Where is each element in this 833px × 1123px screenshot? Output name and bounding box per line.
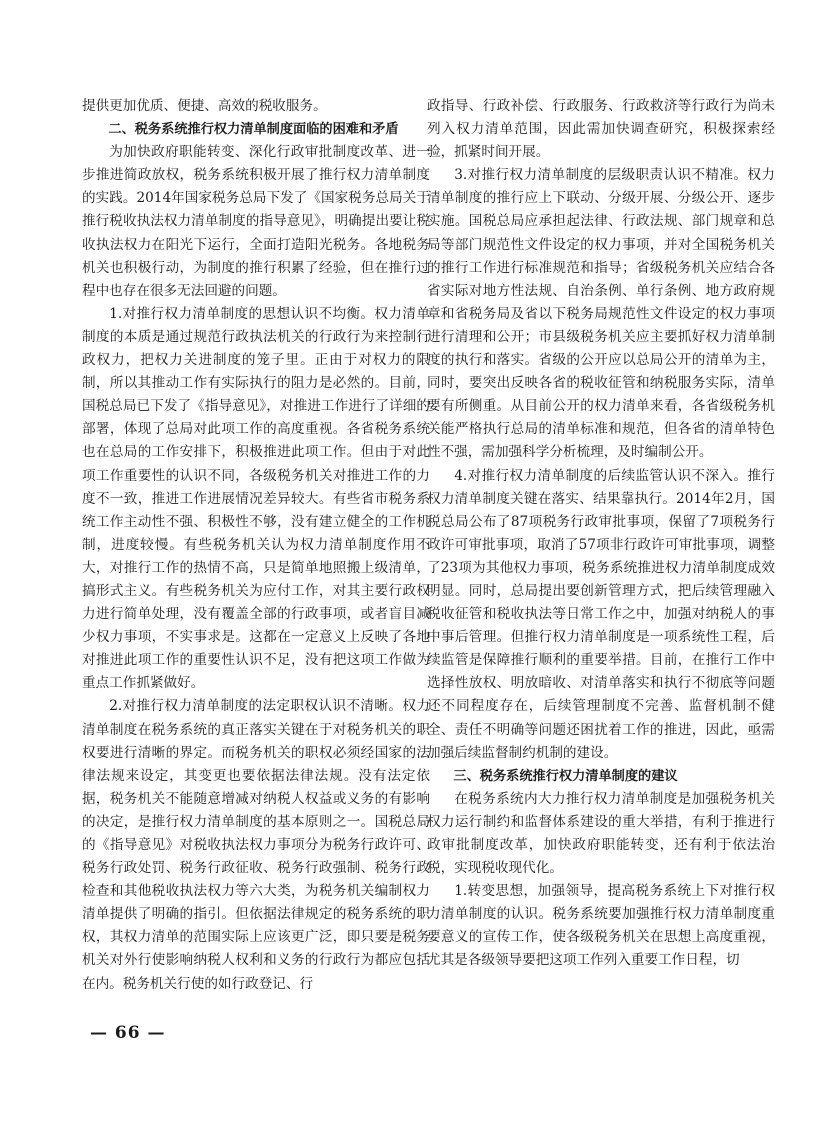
paragraph: 为加快政府职能转变、深化行政审批制度改革、进一步推进简政放权，税务系统积极开展了推行权力清单制度的实践。2014年国家税务总局下发了《国家税务总局关于推行税收执法权力清单制度的指导意见》，明确提出要让税收执法权力在阳光下运行，全面打造阳光税务。各地税务机关也积极行动，为制度的推行积累了经验，但在推行过程中也存在很多无法回避的问题。: [82, 144, 430, 299]
section-heading-3: 三、税务系统推行权力清单制度的建议: [453, 768, 678, 784]
paragraph: 1.对推行权力清单制度的思想认识不均衡。权力清单制度的本质是通过规范行政执法机关的行政行为来控制行政权力，把权力关进制度的笼子里。正由于对权力的限制，所以其推动工作有实际执行的阻力是必然的。目前，国税总局已下发了《指导意见》，对推进工作进行了详细的部署，体现了总局对此项工作的高度重视。各省税务系统也在总局的工作安排下，积极推进此项工作。但由于对此项工作重要性的认识不同，各级税务机关对推进工作的力度不一致，推进工作进展情况差异较大。有些省市税务系统工作主动性不强、积极性不够，没有建立健全的工作机制，进度较慢。有些税务机关认为权力清单制度作用不大，对推行工作的热情不高，只是简单地照搬上级清单，搞形式主义。有些税务机关为应付工作，对其主要行政权力进行简单处理，没有覆盖全部的行政事项，或者盲目减少权力事项，不实事求是。这都在一定意义上反映了各地对推进此项工作的重要性认识不足，没有把这项工作做为重点工作抓紧做好。: [82, 305, 430, 692]
paragraph: 1.转变思想，加强领导，提高税务系统上下对推行权力清单制度的认识。税务系统要加强推行权力清单制度重要意义的宣传工作，使各级税务机关在思想上高度重视，尤其是各级领导要把这项工作列入重要工作日程，切: [427, 883, 775, 969]
paragraph: 3.对推行权力清单制度的层级职责认识不精准。权力清单制度的推行应上下联动、分级开展、分级公开、逐步实施。国税总局应承担起法律、行政法规、部门规章和总局等部门规范性文件设定的权力事项，并对全国税务机关的推行工作进行标准规范和指导；省级税务机关应结合各省实际对地方性法规、自治条例、单行条例、地方政府规章和省税务局及省以下税务局规范性文件设定的权力事项进行清理和公开；市县级税务机关应主要抓好权力清单制度的执行和落实。省级的公开应以总局公开的清单为主，同时，要突出反映各省的税收征管和纳税服务实际，清单要有所侧重。从目前公开的权力清单来看，各省级税务机关能严格执行总局的清单标准和规范，但各省的清单特色性不强，需加强科学分析梳理，及时编制公开。: [427, 167, 775, 461]
right-column: [427, 95, 775, 973]
left-column: [82, 95, 430, 996]
section-heading-2: 二、税务系统推行权力清单制度面临的困难和矛盾: [108, 122, 399, 138]
paragraph-continued: 政指导、行政补偿、行政服务、行政救济等行政行为尚未列入权力清单范围，因此需加快调查研究，积极探索经验，抓紧时间开展。: [427, 98, 775, 161]
paragraph: 4.对推行权力清单制度的后续监管认识不深入。推行权力清单制度关键在落实、结果靠执行。2014年2月，国税总局公布了87项税务行政审批事项，保留了7项税务行政许可审批事项，取消了57项非行政许可审批事项，调整了23项为其他权力事项，税务系统推进权力清单制度成效明显。同时，总局提出要创新管理方式，把后续管理融入税收征管和税收执法等日常工作之中，加强对纳税人的事中事后管理。但推行权力清单制度是一项系统性工程，后续监管是保障推行顺利的重要举措。目前，在推行工作中选择性放权、明放暗收、对清单落实和执行不彻底等问题还不同程度存在，后续管理制度不完善、监督机制不健全、责任不明确等问题还困扰着工作的推进，因此，亟需加强后续监督制约机制的建设。: [427, 467, 775, 761]
paragraph: 在税务系统内大力推行权力清单制度是加强税务机关权力运行制约和监督体系建设的重大举措，有利于推进行政审批制度改革，加快政府职能转变，还有利于依法治税，实现税收现代化。: [427, 790, 775, 877]
paragraph: 2.对推行权力清单制度的法定职权认识不清晰。权力清单制度在税务系统的真正落实关键在于对税务机关的职权要进行清晰的界定。而税务机关的职权必须经国家的法律法规来设定，其变更也要依据法律法规。没有法定依据，税务机关不能随意增减对纳税人权益或义务的有影响的决定，是推行权力清单制度的基本原则之一。国税总局的《指导意见》对税收执法权力事项分为税务行政许可、税务行政处罚、税务行政征收、税务行政强制、税务行政检查和其他税收执法权力等六大类，为税务机关编制权力清单提供了明确的指引。但依据法律规定的税务系统的职权，其权力清单的范围实际上应该更广泛，即只要是税务机关对外行使影响纳税人权利和义务的行政行为都应包括在内。税务机关行使的如行政登记、行: [82, 698, 430, 992]
page-number: — 66 —: [90, 1023, 166, 1043]
paragraph-continued: 提供更加优质、便捷、高效的税收服务。: [82, 98, 327, 114]
